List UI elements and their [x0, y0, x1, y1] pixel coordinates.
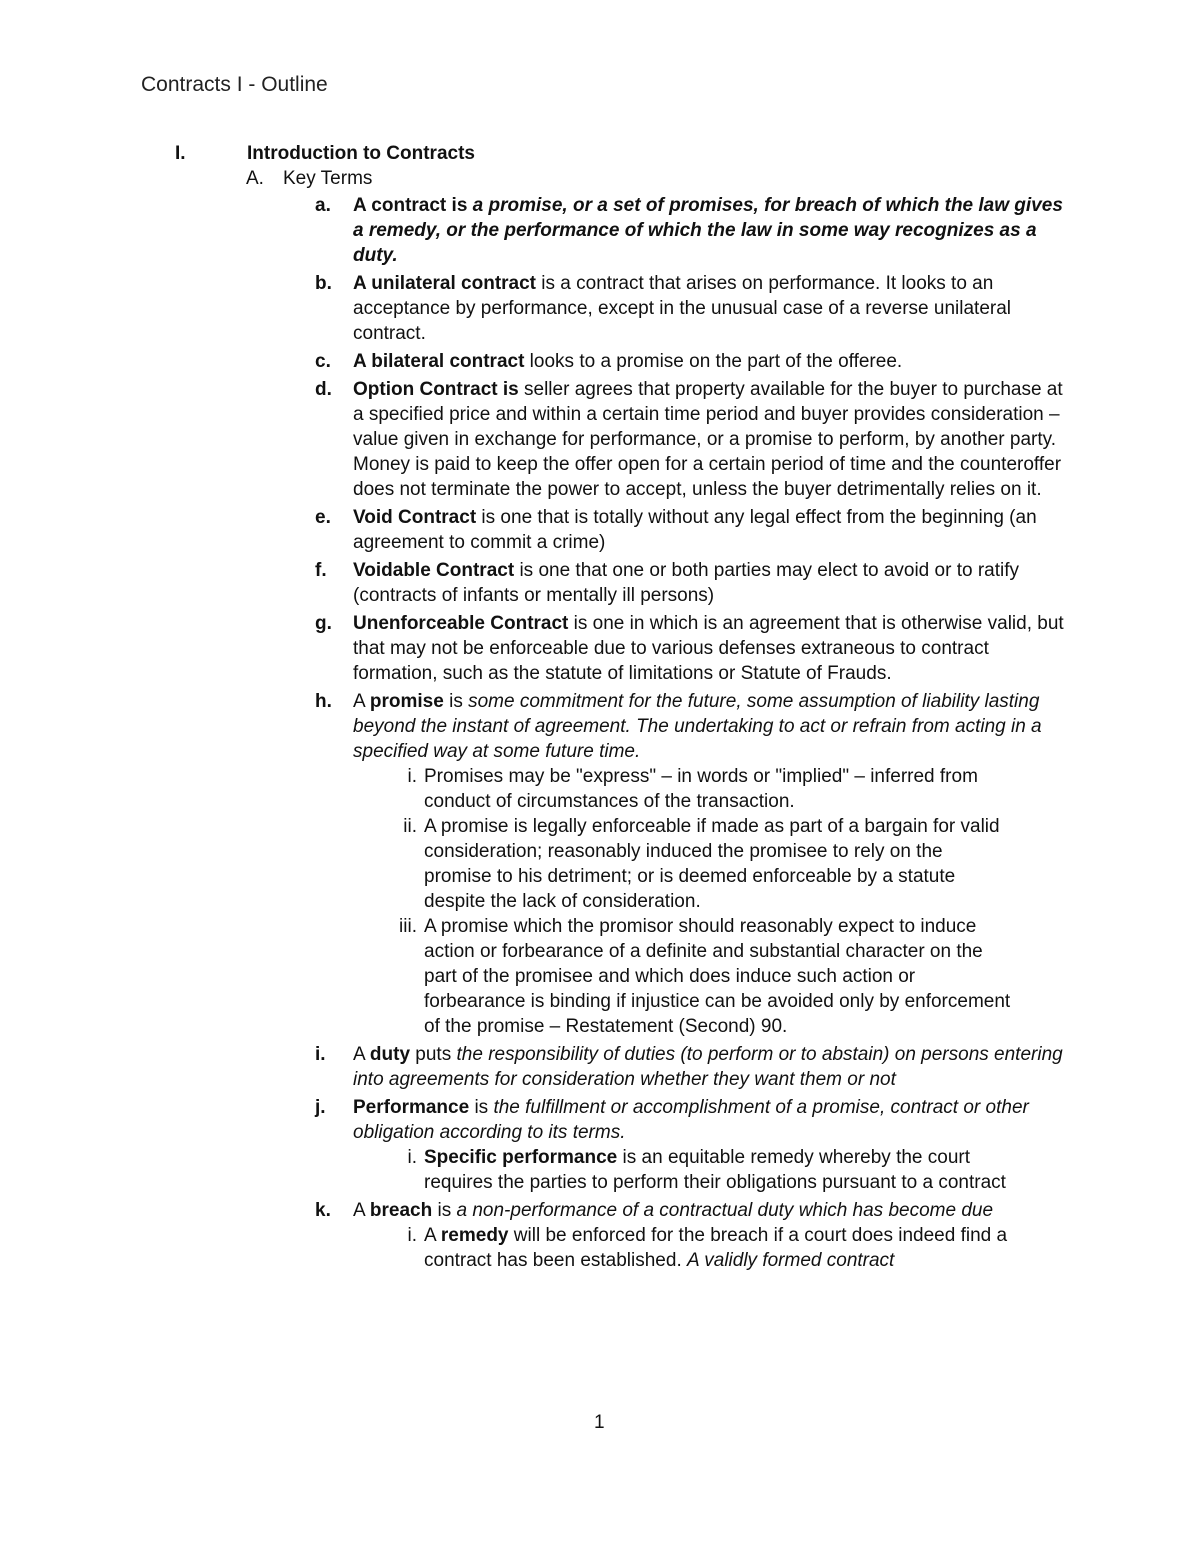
item-letter: g. [315, 613, 332, 634]
item-text [353, 271, 1075, 346]
item-letter: i. [315, 1044, 326, 1065]
sub-item-text [424, 914, 1015, 1039]
sub-item [315, 1223, 1015, 1273]
text-segment: some commitment for the future, some assumption of liability lasting beyond the instant of agreement. The undertaking to act or refrain from acting in a specified way at some future time. [353, 691, 1042, 762]
term-item [315, 271, 1075, 346]
sub-item-numeral: i. [407, 1225, 417, 1246]
text-segment: is [432, 1200, 457, 1221]
section-title: Introduction to Contracts [247, 143, 475, 164]
term-item [315, 611, 1075, 686]
text-segment: the responsibility of duties (to perform or to abstain) on persons entering into agreements for consideration whether they want them or not [353, 1044, 1063, 1090]
item-text [353, 377, 1075, 502]
item-letter: d. [315, 379, 332, 400]
text-segment: A bilateral contract [353, 351, 525, 372]
sub-item-numeral: i. [407, 766, 417, 787]
subsection-letter: A. [246, 168, 264, 189]
sub-item-text [424, 1145, 1015, 1195]
text-segment: A validly formed contract [687, 1250, 895, 1271]
item-text [353, 1095, 1075, 1145]
text-segment: breach [369, 1200, 433, 1221]
term-item [315, 1198, 1075, 1273]
item-text [353, 611, 1075, 686]
sub-item-numeral: i. [407, 1147, 417, 1168]
text-segment: looks to a promise on the part of the offeree. [524, 351, 903, 372]
term-item [315, 1095, 1075, 1195]
term-item [315, 689, 1075, 1039]
term-item [315, 377, 1075, 502]
sub-item-text [424, 814, 1015, 914]
sub-list [315, 1145, 1015, 1195]
text-segment: will be enforced for the breach if a court does indeed find a contract has been established. [424, 1225, 1008, 1271]
page-header: Contracts I - Outline [141, 73, 328, 96]
section-number: I. [175, 143, 186, 164]
text-segment: the fulfillment or accomplishment of a promise, contract or other obligation according to its terms. [353, 1097, 1029, 1143]
text-segment: Void Contract [353, 507, 477, 528]
term-item [315, 1042, 1075, 1092]
text-segment: is [443, 691, 469, 712]
text-segment: A unilateral contract [353, 273, 537, 294]
text-segment: A [353, 691, 370, 712]
text-segment: Voidable Contract [353, 560, 515, 581]
item-letter: h. [315, 691, 332, 712]
item-letter: e. [315, 507, 331, 528]
term-item [315, 349, 1075, 374]
sub-item-text [424, 1223, 1015, 1273]
text-segment: A promise is legally enforceable if made as part of a bargain for valid consideration; reasonably induced the promisee to rely on the promise to his detriment; or is deemed enforceable by a statute despite the lack of consideration. [424, 816, 1000, 912]
item-text [353, 193, 1075, 268]
text-segment: is one that one or both parties may elect to avoid or to ratify (contracts of infants or mentally ill persons) [353, 560, 1019, 606]
text-segment: Unenforceable Contract [353, 613, 569, 634]
item-text [353, 1042, 1075, 1092]
sub-item [315, 814, 1015, 914]
text-segment: is an equitable remedy whereby the court requires the parties to perform their obligations pursuant to a contract [424, 1147, 1006, 1193]
sub-item [315, 914, 1015, 1039]
text-segment: is a contract that arises on performance. It looks to an acceptance by performance, except in the unusual case of a reverse unilateral contract. [353, 273, 1011, 344]
text-segment: promise [369, 691, 444, 712]
sub-item-numeral: ii. [403, 816, 417, 837]
text-segment: Option Contract is [353, 379, 519, 400]
sub-item-numeral: iii. [399, 916, 417, 937]
text-segment: is [469, 1097, 494, 1118]
text-segment: is one that is totally without any legal effect from the beginning (an agreement to commit a crime) [353, 507, 1037, 553]
text-segment: Promises may be "express" – in words or "implied" – inferred from conduct of circumstances of the transaction. [424, 766, 978, 812]
text-segment: a promise, or a set of promises, for breach of which the law gives a remedy, or the performance of which the law in some way recognizes as a duty. [353, 195, 1063, 266]
item-letter: k. [315, 1200, 331, 1221]
item-text [353, 505, 1075, 555]
text-segment: seller agrees that property available for the buyer to purchase at a specified price and within a certain time period and buyer provides consideration – value given in exchange for performance, or a promise to perform, by another party. Money is paid to keep the offer open for a certain period of time and the counteroffer does not terminate the power to accept, unless the buyer detrimentally relies on it. [353, 379, 1063, 500]
sub-item-text [424, 764, 1015, 814]
term-item [315, 505, 1075, 555]
item-text [353, 558, 1075, 608]
item-letter: b. [315, 273, 332, 294]
subsection-title: Key Terms [283, 168, 373, 189]
text-segment: A [424, 1225, 441, 1246]
sub-item [315, 1145, 1015, 1195]
item-text [353, 1198, 1075, 1223]
key-terms-list [315, 193, 1075, 1276]
text-segment: A contract is [353, 195, 473, 216]
text-segment: remedy [440, 1225, 509, 1246]
text-segment: duty [369, 1044, 411, 1065]
term-item [315, 558, 1075, 608]
sub-list [315, 764, 1015, 1039]
item-letter: j. [315, 1097, 326, 1118]
text-segment: A promise which the promisor should reasonably expect to induce action or forbearance of a definite and substantial character on the part of the promisee and which does induce such action or forbearance is binding if injustice can be avoided only by enforcement of the promise – Restatement (Second) 90. [424, 916, 1011, 1037]
sub-list [315, 1223, 1015, 1273]
item-letter: f. [315, 560, 327, 581]
item-text [353, 689, 1075, 764]
page-number: 1 [594, 1412, 605, 1433]
text-segment: puts [410, 1044, 457, 1065]
text-segment: is one in which is an agreement that is otherwise valid, but that may not be enforceable due to various defenses extraneous to contract formation, such as the statute of limitations or Statute of Frauds. [353, 613, 1064, 684]
item-letter: c. [315, 351, 331, 372]
item-letter: a. [315, 195, 331, 216]
term-item [315, 193, 1075, 268]
text-segment: A [353, 1200, 370, 1221]
text-segment: Performance [353, 1097, 470, 1118]
sub-item [315, 764, 1015, 814]
text-segment: Specific performance [424, 1147, 618, 1168]
item-text [353, 349, 1075, 374]
text-segment: a non-performance of a contractual duty which has become due [456, 1200, 994, 1221]
text-segment: A [353, 1044, 370, 1065]
